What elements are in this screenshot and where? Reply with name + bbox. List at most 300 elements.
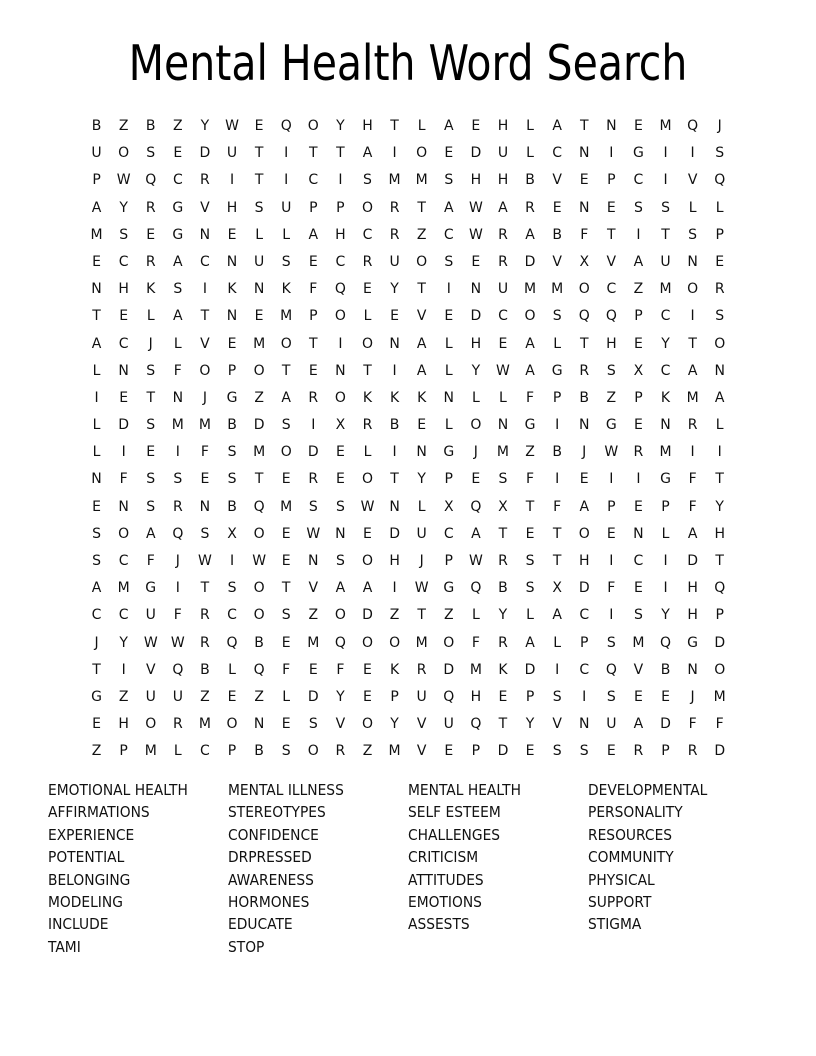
grid-cell[interactable]: J	[717, 118, 722, 134]
grid-cell[interactable]: D	[362, 607, 373, 624]
grid-cell[interactable]: E	[715, 253, 725, 270]
grid-cell[interactable]: B	[227, 498, 237, 515]
grid-cell[interactable]: R	[416, 661, 427, 678]
grid-cell[interactable]: S	[606, 634, 616, 651]
grid-cell[interactable]: L	[92, 444, 101, 461]
grid-cell[interactable]: V	[145, 661, 156, 678]
grid-cell[interactable]: R	[308, 471, 319, 488]
grid-cell[interactable]: V	[606, 253, 617, 270]
grid-cell[interactable]: B	[91, 118, 102, 134]
grid-cell[interactable]: L	[417, 118, 426, 134]
grid-cell[interactable]: C	[118, 335, 129, 352]
grid-cell[interactable]: S	[606, 362, 616, 379]
grid-cell[interactable]: C	[227, 607, 237, 624]
grid-cell[interactable]: D	[660, 716, 671, 733]
grid-cell[interactable]: Q	[687, 118, 699, 134]
grid-cell[interactable]: Q	[334, 281, 346, 298]
grid-cell[interactable]: O	[524, 308, 536, 325]
grid-cell[interactable]: G	[91, 688, 102, 705]
grid-cell[interactable]: W	[252, 553, 267, 569]
grid-cell[interactable]: M	[469, 661, 482, 678]
grid-cell[interactable]: T	[254, 172, 264, 189]
grid-cell[interactable]: I	[392, 362, 397, 379]
grid-cell[interactable]: R	[498, 253, 508, 270]
grid-cell[interactable]: Q	[605, 661, 617, 678]
grid-cell[interactable]: Y	[417, 471, 426, 488]
grid-cell[interactable]: E	[633, 118, 643, 134]
grid-cell[interactable]: N	[470, 281, 482, 298]
grid-cell[interactable]: G	[172, 226, 184, 243]
grid-cell[interactable]: L	[661, 525, 670, 542]
grid-cell[interactable]: W	[170, 634, 185, 651]
grid-cell[interactable]: N	[199, 498, 211, 515]
grid-cell[interactable]: S	[173, 281, 183, 298]
grid-cell[interactable]: M	[415, 634, 428, 651]
grid-cell[interactable]: F	[553, 498, 562, 515]
grid-cell[interactable]: M	[388, 743, 401, 760]
grid-cell[interactable]: N	[606, 118, 617, 134]
grid-cell[interactable]: T	[281, 580, 291, 597]
grid-cell[interactable]: Z	[173, 118, 183, 134]
grid-cell[interactable]: E	[661, 688, 670, 705]
grid-cell[interactable]: E	[525, 525, 535, 542]
grid-cell[interactable]: O	[361, 471, 373, 488]
grid-cell[interactable]: S	[200, 525, 210, 542]
grid-cell[interactable]: T	[309, 145, 318, 162]
grid-cell[interactable]: K	[389, 389, 400, 406]
grid-cell[interactable]: E	[227, 688, 237, 705]
grid-cell[interactable]: V	[552, 716, 562, 733]
grid-cell[interactable]: F	[471, 634, 480, 651]
grid-cell[interactable]: N	[687, 253, 698, 270]
grid-cell[interactable]: Z	[443, 607, 454, 624]
grid-cell[interactable]: N	[687, 661, 698, 678]
grid-cell[interactable]: M	[253, 335, 266, 352]
grid-cell[interactable]: E	[308, 661, 318, 678]
grid-cell[interactable]: D	[687, 553, 698, 569]
grid-cell[interactable]: S	[281, 743, 291, 760]
grid-cell[interactable]: E	[606, 743, 616, 760]
grid-cell[interactable]: W	[360, 498, 375, 515]
grid-cell[interactable]: M	[144, 743, 157, 760]
grid-cell[interactable]: O	[361, 553, 373, 569]
grid-cell[interactable]: M	[632, 634, 645, 651]
grid-cell[interactable]: R	[172, 716, 183, 733]
grid-cell[interactable]: U	[497, 145, 509, 162]
grid-cell[interactable]: O	[687, 281, 699, 298]
grid-cell[interactable]: Y	[336, 118, 345, 134]
grid-cell[interactable]: L	[282, 226, 291, 243]
grid-cell[interactable]: R	[200, 172, 210, 189]
grid-cell[interactable]: A	[335, 580, 346, 597]
grid-cell[interactable]: E	[390, 308, 399, 325]
grid-cell[interactable]: E	[281, 553, 291, 569]
grid-cell[interactable]: G	[226, 389, 238, 406]
grid-cell[interactable]: O	[118, 145, 130, 162]
grid-cell[interactable]: E	[227, 335, 237, 352]
grid-cell[interactable]: F	[309, 281, 318, 298]
grid-cell[interactable]: T	[417, 281, 426, 298]
grid-cell[interactable]: Z	[254, 688, 264, 705]
grid-cell[interactable]: O	[307, 118, 319, 134]
grid-cell[interactable]: S	[661, 199, 670, 216]
grid-cell[interactable]: T	[146, 389, 156, 406]
grid-cell[interactable]: C	[91, 607, 102, 624]
grid-cell[interactable]: A	[416, 335, 427, 352]
grid-cell[interactable]: N	[389, 498, 400, 515]
grid-cell[interactable]: N	[226, 253, 238, 270]
grid-cell[interactable]: N	[226, 308, 238, 325]
grid-cell[interactable]: S	[281, 607, 291, 624]
grid-cell[interactable]: A	[552, 118, 562, 134]
grid-cell[interactable]: K	[660, 389, 671, 406]
grid-cell[interactable]: V	[552, 253, 562, 270]
grid-cell[interactable]: T	[254, 471, 264, 488]
grid-cell[interactable]: C	[200, 253, 210, 270]
grid-cell[interactable]: V	[633, 661, 644, 678]
grid-cell[interactable]: N	[416, 444, 427, 461]
grid-cell[interactable]: E	[281, 525, 291, 542]
grid-cell[interactable]: E	[173, 145, 183, 162]
grid-cell[interactable]: H	[497, 172, 509, 189]
grid-cell[interactable]: D	[578, 580, 590, 597]
grid-cell[interactable]: E	[471, 118, 481, 134]
grid-cell[interactable]: C	[335, 253, 346, 270]
grid-cell[interactable]: S	[281, 253, 291, 270]
grid-cell[interactable]: M	[415, 172, 428, 189]
grid-cell[interactable]: Y	[498, 607, 508, 624]
grid-cell[interactable]: O	[307, 743, 319, 760]
grid-cell[interactable]: S	[227, 444, 237, 461]
grid-cell[interactable]: P	[92, 172, 101, 189]
grid-cell[interactable]: E	[92, 253, 101, 270]
grid-cell[interactable]: N	[578, 417, 590, 434]
grid-cell[interactable]: C	[498, 308, 508, 325]
grid-cell[interactable]: I	[121, 661, 126, 678]
grid-cell[interactable]: B	[579, 389, 590, 406]
grid-cell[interactable]: P	[661, 743, 670, 760]
grid-cell[interactable]: T	[498, 716, 508, 733]
grid-cell[interactable]: R	[633, 444, 644, 461]
grid-cell[interactable]: X	[579, 253, 590, 270]
grid-cell[interactable]: I	[609, 145, 614, 162]
grid-cell[interactable]: S	[227, 580, 237, 597]
grid-cell[interactable]: H	[470, 688, 482, 705]
grid-cell[interactable]: P	[715, 226, 724, 243]
grid-cell[interactable]: W	[306, 525, 321, 542]
grid-cell[interactable]: W	[496, 362, 510, 379]
grid-cell[interactable]: J	[582, 444, 587, 461]
grid-cell[interactable]: B	[145, 118, 156, 134]
grid-cell[interactable]: Y	[525, 716, 535, 733]
grid-cell[interactable]: F	[282, 661, 291, 678]
grid-cell[interactable]: T	[92, 661, 101, 678]
grid-cell[interactable]: R	[200, 607, 210, 624]
grid-cell[interactable]: Q	[470, 716, 482, 733]
grid-cell[interactable]: P	[119, 743, 128, 760]
grid-cell[interactable]: O	[253, 362, 265, 379]
grid-cell[interactable]: P	[580, 634, 589, 651]
grid-cell[interactable]: A	[633, 716, 644, 733]
grid-cell[interactable]: O	[578, 281, 590, 298]
grid-cell[interactable]: S	[579, 743, 589, 760]
grid-cell[interactable]: A	[362, 145, 373, 162]
grid-cell[interactable]: M	[90, 226, 103, 243]
grid-cell[interactable]: Z	[525, 444, 535, 461]
grid-cell[interactable]: Q	[145, 172, 157, 189]
grid-cell[interactable]: H	[714, 525, 725, 542]
grid-cell[interactable]: A	[471, 525, 481, 542]
grid-cell[interactable]: X	[227, 525, 237, 542]
grid-cell[interactable]: I	[311, 417, 316, 434]
grid-cell[interactable]: Z	[118, 118, 129, 134]
grid-cell[interactable]: N	[172, 389, 184, 406]
grid-cell[interactable]: A	[91, 580, 102, 597]
grid-cell[interactable]: Q	[470, 580, 482, 597]
letter-grid[interactable]	[83, 113, 733, 766]
grid-cell[interactable]: H	[362, 118, 373, 134]
grid-cell[interactable]: S	[92, 525, 101, 542]
grid-cell[interactable]: E	[417, 417, 427, 434]
grid-cell[interactable]: D	[118, 417, 130, 434]
grid-cell[interactable]: S	[444, 172, 454, 189]
grid-cell[interactable]: S	[92, 553, 101, 569]
grid-cell[interactable]: L	[553, 335, 562, 352]
grid-cell[interactable]: H	[606, 335, 617, 352]
grid-cell[interactable]: A	[552, 607, 562, 624]
grid-cell[interactable]: T	[363, 362, 372, 379]
grid-cell[interactable]: E	[552, 199, 562, 216]
grid-cell[interactable]: F	[526, 471, 535, 488]
grid-cell[interactable]: U	[660, 253, 671, 270]
grid-cell[interactable]: W	[116, 172, 131, 189]
grid-cell[interactable]: E	[579, 172, 589, 189]
grid-cell[interactable]: E	[633, 498, 643, 515]
grid-cell[interactable]: C	[118, 607, 129, 624]
grid-cell[interactable]: E	[471, 471, 481, 488]
grid-cell[interactable]: U	[172, 688, 183, 705]
grid-cell[interactable]: S	[146, 145, 156, 162]
grid-cell[interactable]: U	[91, 145, 102, 162]
grid-cell[interactable]: Z	[389, 607, 400, 624]
grid-cell[interactable]: T	[579, 335, 589, 352]
grid-cell[interactable]: N	[118, 362, 129, 379]
grid-cell[interactable]: I	[392, 145, 397, 162]
grid-cell[interactable]: H	[470, 172, 482, 189]
grid-cell[interactable]: T	[688, 335, 697, 352]
grid-cell[interactable]: D	[470, 145, 482, 162]
grid-cell[interactable]: F	[173, 607, 182, 624]
grid-cell[interactable]: F	[526, 389, 535, 406]
grid-cell[interactable]: V	[200, 199, 210, 216]
grid-cell[interactable]: W	[468, 553, 483, 569]
grid-cell[interactable]: U	[416, 688, 427, 705]
grid-cell[interactable]: U	[497, 281, 509, 298]
grid-cell[interactable]: L	[688, 199, 697, 216]
grid-cell[interactable]: I	[392, 580, 397, 597]
grid-cell[interactable]: I	[175, 444, 180, 461]
grid-cell[interactable]: N	[633, 525, 644, 542]
grid-cell[interactable]: L	[471, 607, 480, 624]
grid-cell[interactable]: B	[389, 417, 400, 434]
grid-cell[interactable]: N	[389, 335, 400, 352]
grid-cell[interactable]: L	[228, 661, 236, 678]
grid-cell[interactable]: I	[690, 145, 695, 162]
grid-cell[interactable]: T	[579, 118, 589, 134]
grid-cell[interactable]: E	[335, 444, 345, 461]
grid-cell[interactable]: E	[444, 145, 454, 162]
grid-cell[interactable]: L	[471, 389, 480, 406]
grid-cell[interactable]: S	[633, 607, 643, 624]
grid-cell[interactable]: V	[552, 172, 562, 189]
grid-cell[interactable]: Z	[91, 743, 102, 760]
grid-cell[interactable]: T	[281, 362, 291, 379]
grid-cell[interactable]: W	[604, 444, 619, 461]
grid-cell[interactable]: M	[117, 580, 130, 597]
grid-cell[interactable]: C	[308, 172, 319, 189]
grid-cell[interactable]: L	[363, 444, 372, 461]
grid-cell[interactable]: A	[91, 199, 102, 216]
grid-cell[interactable]: S	[335, 553, 345, 569]
grid-cell[interactable]: R	[308, 389, 319, 406]
grid-cell[interactable]: G	[605, 417, 617, 434]
grid-cell[interactable]: X	[498, 498, 508, 515]
grid-cell[interactable]: R	[362, 417, 373, 434]
grid-cell[interactable]: E	[363, 688, 372, 705]
grid-cell[interactable]: N	[578, 145, 590, 162]
grid-cell[interactable]: O	[199, 362, 211, 379]
grid-cell[interactable]: Q	[714, 172, 726, 189]
grid-cell[interactable]: F	[715, 716, 724, 733]
grid-cell[interactable]: G	[145, 580, 157, 597]
grid-cell[interactable]: T	[336, 145, 345, 162]
grid-cell[interactable]: R	[145, 199, 156, 216]
grid-cell[interactable]: O	[416, 253, 428, 270]
grid-cell[interactable]: U	[443, 716, 454, 733]
grid-cell[interactable]: K	[389, 661, 400, 678]
grid-cell[interactable]: D	[470, 308, 482, 325]
grid-cell[interactable]: T	[498, 525, 508, 542]
grid-cell[interactable]: M	[280, 308, 293, 325]
grid-cell[interactable]: T	[417, 607, 426, 624]
grid-cell[interactable]: I	[636, 226, 641, 243]
grid-cell[interactable]: U	[145, 607, 156, 624]
grid-cell[interactable]: I	[555, 417, 560, 434]
grid-cell[interactable]: I	[663, 580, 668, 597]
grid-cell[interactable]: A	[525, 362, 535, 379]
grid-cell[interactable]: O	[470, 417, 482, 434]
grid-cell[interactable]: M	[551, 281, 564, 298]
grid-cell[interactable]: F	[688, 498, 697, 515]
grid-cell[interactable]: I	[663, 553, 668, 569]
grid-cell[interactable]: D	[714, 634, 726, 651]
grid-cell[interactable]: W	[468, 226, 483, 243]
grid-cell[interactable]: E	[363, 661, 372, 678]
grid-cell[interactable]: A	[579, 498, 590, 515]
grid-cell[interactable]: B	[227, 417, 237, 434]
grid-cell[interactable]: S	[254, 199, 264, 216]
grid-cell[interactable]: N	[91, 281, 102, 298]
grid-cell[interactable]: A	[525, 335, 535, 352]
grid-cell[interactable]: I	[555, 471, 560, 488]
grid-cell[interactable]: L	[92, 362, 101, 379]
grid-cell[interactable]: Q	[172, 525, 184, 542]
grid-cell[interactable]: S	[552, 743, 562, 760]
grid-cell[interactable]: H	[335, 226, 346, 243]
grid-cell[interactable]: E	[308, 362, 318, 379]
grid-cell[interactable]: L	[173, 743, 182, 760]
grid-cell[interactable]: H	[578, 553, 590, 569]
grid-cell[interactable]: Q	[443, 688, 455, 705]
grid-cell[interactable]: A	[173, 308, 183, 325]
grid-cell[interactable]: H	[497, 118, 509, 134]
grid-cell[interactable]: I	[175, 580, 180, 597]
grid-cell[interactable]: L	[444, 417, 453, 434]
grid-cell[interactable]: S	[552, 308, 562, 325]
grid-cell[interactable]: L	[444, 362, 453, 379]
grid-cell[interactable]: I	[690, 308, 695, 325]
grid-cell[interactable]: J	[419, 553, 424, 569]
grid-cell[interactable]: E	[444, 743, 454, 760]
grid-cell[interactable]: G	[687, 634, 699, 651]
grid-cell[interactable]: E	[606, 525, 616, 542]
grid-cell[interactable]: U	[226, 145, 238, 162]
grid-cell[interactable]: N	[578, 199, 590, 216]
grid-cell[interactable]: N	[443, 389, 454, 406]
grid-cell[interactable]: I	[229, 553, 235, 569]
grid-cell[interactable]: I	[555, 661, 560, 678]
grid-cell[interactable]: F	[146, 553, 155, 569]
grid-cell[interactable]: L	[363, 308, 372, 325]
grid-cell[interactable]: B	[552, 444, 562, 461]
grid-cell[interactable]: L	[715, 417, 724, 434]
grid-cell[interactable]: V	[200, 335, 210, 352]
grid-cell[interactable]: Q	[253, 661, 265, 678]
grid-cell[interactable]: C	[606, 281, 617, 298]
grid-cell[interactable]: S	[363, 172, 372, 189]
grid-cell[interactable]: O	[361, 199, 373, 216]
grid-cell[interactable]: C	[579, 661, 590, 678]
grid-cell[interactable]: E	[363, 281, 372, 298]
grid-cell[interactable]: B	[254, 743, 264, 760]
grid-cell[interactable]: Y	[390, 281, 399, 298]
grid-cell[interactable]: T	[417, 199, 426, 216]
grid-cell[interactable]: Q	[280, 118, 292, 134]
grid-cell[interactable]: T	[715, 553, 724, 569]
grid-cell[interactable]: A	[687, 362, 698, 379]
grid-cell[interactable]: E	[471, 253, 481, 270]
grid-cell[interactable]: A	[308, 226, 319, 243]
grid-cell[interactable]: Y	[715, 498, 724, 515]
grid-cell[interactable]: Q	[226, 634, 238, 651]
grid-cell[interactable]: R	[389, 226, 400, 243]
grid-cell[interactable]: L	[282, 688, 291, 705]
grid-cell[interactable]: V	[416, 743, 427, 760]
grid-cell[interactable]: H	[118, 716, 129, 733]
grid-cell[interactable]: P	[525, 688, 535, 705]
grid-cell[interactable]: E	[146, 444, 156, 461]
grid-cell[interactable]: O	[118, 525, 130, 542]
grid-cell[interactable]: V	[416, 716, 427, 733]
grid-cell[interactable]: H	[687, 580, 698, 597]
grid-cell[interactable]: K	[146, 281, 156, 298]
grid-cell[interactable]: S	[606, 688, 616, 705]
grid-cell[interactable]: C	[552, 145, 563, 162]
grid-cell[interactable]: P	[634, 308, 643, 325]
grid-cell[interactable]: A	[525, 634, 535, 651]
grid-cell[interactable]: L	[444, 335, 453, 352]
grid-cell[interactable]: O	[578, 525, 590, 542]
